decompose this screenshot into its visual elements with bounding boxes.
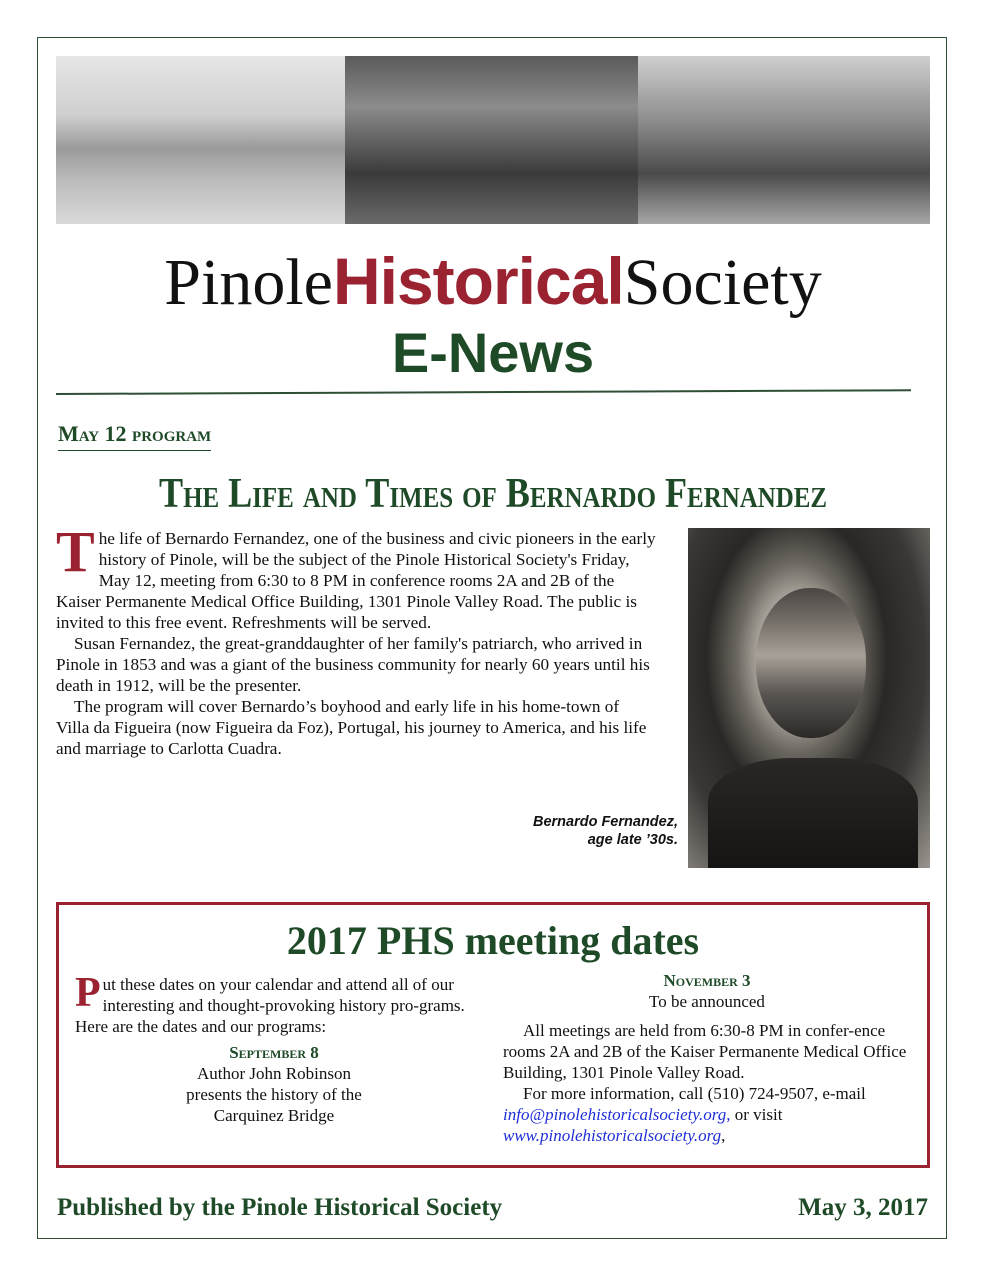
portrait-coat [708,758,918,868]
portrait-caption [533,813,678,849]
masthead-title [0,238,986,326]
meetings-intro [75,970,485,1037]
contact-text-a: For more information, call (510) 724-9507, e-mail [523,1084,866,1103]
meetings-intro-text: ut these dates on your calendar and attend all of our interesting and thought-provoking history pro-grams. Here are the dates and our programs: [75,975,465,1036]
program-headline: The Life and Times of Bernardo Fernandez [158,471,828,517]
website-link[interactable]: www.pinolehistoricalsociety.org [503,1126,722,1145]
footer-publisher: Published by the Pinole Historical Society [57,1194,503,1221]
masthead-historical: Historical [332,244,624,318]
september-program [144,1063,404,1126]
article-paragraph-3: The program will cover Bernardo’s boyhood and early life in his home-town of Villa da Figueira (now Figueira da Foz), Portugal, his journey to America, and his life and marriage to Carlotta Cuadra. [56,697,647,758]
meeting-dates-right-column [503,970,911,1146]
masthead-pinole: Pinole [164,246,333,319]
article-paragraph-1-text: he life of Bernardo Fernandez, one of the business and civic pioneers in the early history of Pinole, will be the subject of the Pinole Historical Society's Friday, May 12, meeting from 6:30 to 8 PM in conference rooms 2A and 2B of the Kaiser Permanente Medical Office Building, 1301 Pinole Valley Road. The public is invited to this free event. Refreshments will be served. [56,529,656,632]
caption-line-2: age late ’30s. [587,832,678,848]
program-article [56,519,656,759]
bernardo-fernandez-portrait [688,528,930,868]
november-program: To be announced [649,992,765,1011]
masthead-subtitle: E-News [391,321,595,384]
meeting-dates-title: 2017 PHS meeting dates [286,918,700,963]
november-heading: November 3 [663,971,751,990]
historic-house-photo [345,56,638,224]
contact-text-b: or visit [730,1105,783,1124]
article-paragraph-1 [56,519,656,633]
meetings-info-paragraph: All meetings are held from 6:30-8 PM in confer-ence rooms 2A and 2B of the Kaiser Permanente Medical Office Building, 1301 Pinole Valley Road. [503,1021,907,1082]
article-paragraph-2: Susan Fernandez, the great-granddaughter of her family's patriarch, who arrived in Pinole in 1853 and was a giant of the business community for nearly 60 years until his death in 1912, will be the presenter. [56,634,650,695]
september-heading: September 8 [229,1043,319,1062]
september-line-1: Author John Robinson [197,1064,351,1083]
portrait-face [756,588,866,738]
september-line-3: Carquinez Bridge [213,1106,335,1125]
contact-paragraph [503,1083,911,1146]
footer-date: May 3, 2017 [798,1194,928,1221]
drop-cap: T [56,519,95,584]
livery-horse-carriage-photo [638,56,930,224]
masthead-society: Society [623,246,822,319]
program-kicker: May 12 program [58,421,211,451]
meetings-drop-cap: P [75,970,101,1016]
historic-street-parade-photo [56,56,345,224]
header-photo-banner [56,56,930,224]
contact-text-c: , [721,1126,726,1145]
september-line-2: presents the history of the [186,1085,362,1104]
email-link[interactable]: info@pinolehistoricalsociety.org, [503,1105,731,1124]
caption-line-1: Bernardo Fernandez, [532,814,678,830]
meeting-dates-left-column [75,970,485,1126]
